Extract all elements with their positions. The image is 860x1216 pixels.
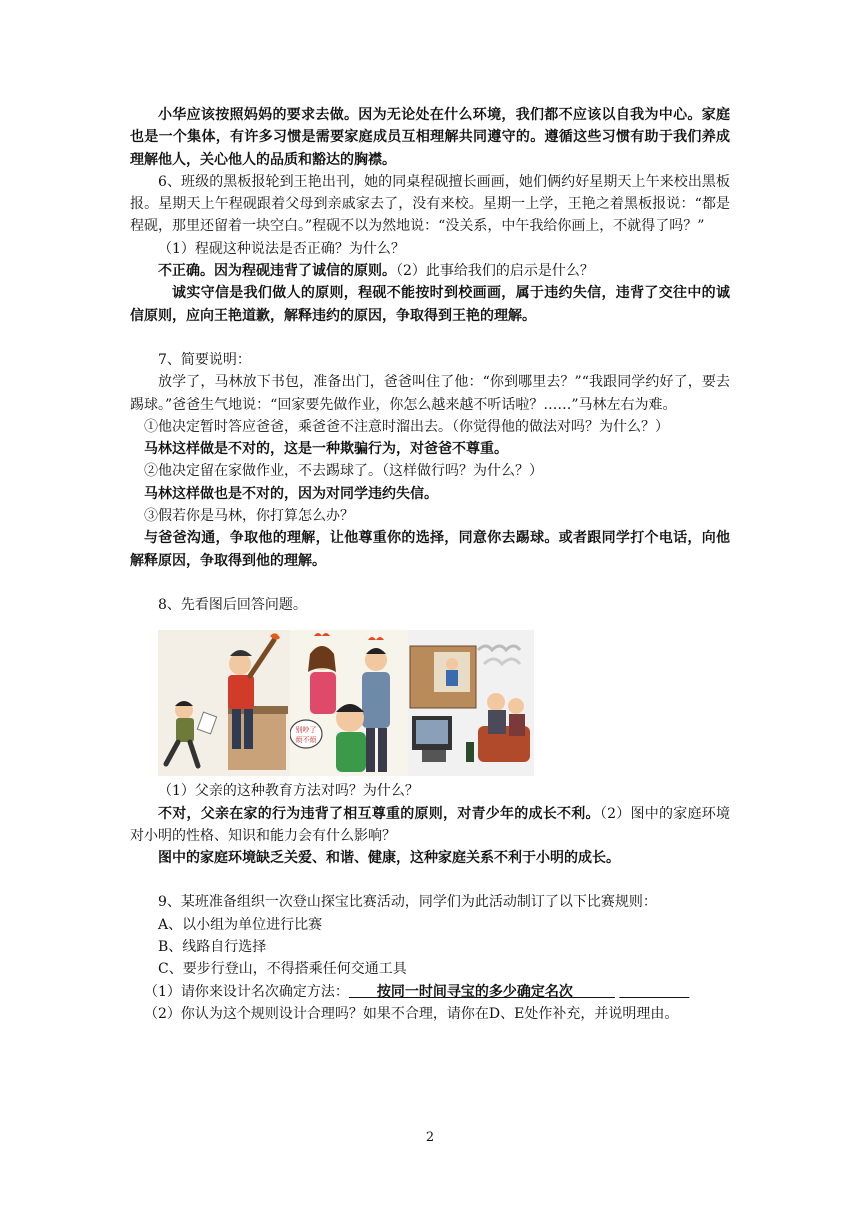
question-9-2: （2）你认为这个规则设计合理吗？如果不合理，请你在D、E处作补充，并说明理由。	[144, 1005, 679, 1022]
question-8-2: （2）图中的家庭环境对小明的性格、知识和能力会有什么影响？	[130, 805, 730, 844]
question-9-1	[130, 981, 730, 1003]
rule-c: C、要步行登山，不得搭乘任何交通工具	[158, 961, 407, 978]
question-6-answer-line	[130, 260, 730, 282]
question-6: 6、班级的黑板报轮到王艳出刊，她的同桌程砚擅长画画，她们俩约好星期天上午来校出黑板报。星期天上午程砚跟着父母到亲戚家去了，没有来校。星期一上学，王艳之着黑板报说：“都是程砚，那里还留着一块空白。”程砚不以为然地说：“没关系，中午我给你画上，不就得了吗？”	[130, 173, 730, 235]
answer-7-2: 马林这样做也是不对的，因为对同学违约失信。	[144, 485, 438, 502]
cartoon-panel-smoky-room	[408, 630, 534, 776]
question-8-1: （1）父亲的这种教育方法对吗？为什么？	[158, 783, 419, 800]
rule-b: B、线路自行选择	[158, 939, 267, 956]
cartoon-illustration	[158, 630, 730, 776]
question-7-story: 放学了，马林放下书包，准备出门，爸爸叫住了他：“你到哪里去？”“我跟同学约好了，要去踢球。”爸爸生气地说：“回家要先做作业，你怎么越来越不听话啦？……”马林左右为难。	[130, 374, 730, 413]
rule-a: A、以小组为单位进行比赛	[158, 916, 323, 933]
page-content	[130, 104, 730, 1025]
answer-9-1: 按同一时间寻宝的多少确定名次	[376, 983, 573, 1000]
speech-bubble-text-2: 烦不烦	[295, 736, 317, 745]
answer-7-3: 与爸爸沟通，争取他的理解，让他尊重你的选择，同意你去踢球。或者跟同学打个电话，向他解释原因，争取得到他的理解。	[130, 530, 730, 569]
answer-6-2: 诚实守信是我们做人的原则，程砚不能按时到校画画，属于违约失信，违背了交往中的诚信原则，应向王艳道歉，解释违约的原因，争取得到王艳的理解。	[130, 285, 730, 324]
question-7: 7、简要说明：	[158, 351, 251, 368]
question-9: 9、某班准备组织一次登山探宝比赛活动，同学们为此活动制订了以下比赛规则：	[158, 894, 657, 911]
cartoon-panel-parents-arguing	[290, 630, 408, 776]
question-8-answer-line	[130, 803, 730, 848]
answer-paragraph: 小华应该按照妈妈的要求去做。因为无论处在什么环境，我们都不应该以自我为中心。家庭也是一个集体，有许多习惯是需要家庭成员互相理解共同遵守的。遵循这些习惯有助于我们养成理解他人，关心他人的品质和豁达的胸襟。	[130, 107, 730, 168]
answer-6-1: 不正确。因为程砚违背了诚信的原则。	[158, 263, 396, 280]
question-8: 8、先看图后回答问题。	[158, 596, 307, 613]
question-9-1-prefix: （1）请你来设计名次确定方法：	[144, 983, 349, 1000]
question-7-2: ②他决定留在家做作业，不去踢球了。（这样做行吗？为什么？）	[144, 463, 543, 480]
answer-8-1: 不对，父亲在家的行为违背了相互尊重的原则，对青少年的成长不利。	[158, 805, 600, 822]
answer-8-2: 图中的家庭环境缺乏关爱、和谐、健康，这种家庭关系不利于小明的成长。	[158, 850, 620, 867]
cartoon-panel-father-chasing	[158, 630, 290, 776]
answer-7-1: 马林这样做是不对的，这是一种欺骗行为，对爸爸不尊重。	[144, 441, 508, 458]
speech-bubble-text: 别吵了	[295, 726, 317, 735]
question-7-1: ①他决定暂时答应爸爸，乘爸爸不注意时溜出去。（你觉得他的做法对吗？为什么？）	[144, 418, 669, 435]
page-number: 2	[425, 1130, 435, 1145]
question-7-3: ③假若你是马林，你打算怎么办？	[144, 508, 354, 525]
question-6-1: （1）程砚这种说法是否正确？为什么？	[158, 240, 405, 257]
question-6-2: （2）此事给我们的启示是什么？	[396, 263, 594, 280]
